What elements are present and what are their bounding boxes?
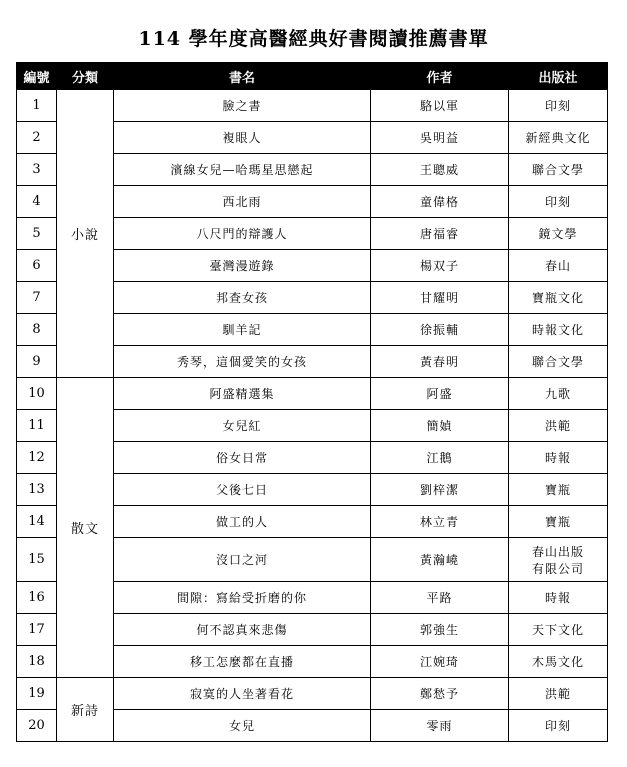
publisher-line: 時報 [544, 591, 571, 605]
book-list-table [16, 62, 608, 742]
book-number: 5 [17, 218, 57, 250]
book-author: 王聰威 [371, 154, 509, 186]
book-author: 童偉格 [371, 186, 509, 218]
publisher-line: 寶瓶 [544, 515, 571, 529]
publisher-line: 春山 [544, 259, 571, 273]
book-publisher [509, 90, 608, 122]
book-publisher [509, 614, 608, 646]
book-title: 西北雨 [114, 186, 371, 218]
book-author: 吳明益 [371, 122, 509, 154]
header-publisher: 出版社 [509, 63, 608, 90]
table-row [17, 90, 608, 122]
book-author: 駱以軍 [371, 90, 509, 122]
publisher-line: 洪範 [544, 687, 571, 701]
book-title: 寂寞的人坐著看花 [114, 678, 371, 710]
book-number: 2 [17, 122, 57, 154]
publisher-line: 聯合文學 [531, 355, 584, 369]
book-number: 11 [17, 410, 57, 442]
book-number: 10 [17, 378, 57, 410]
book-title: 臉之書 [114, 90, 371, 122]
book-publisher [509, 378, 608, 410]
book-number: 8 [17, 314, 57, 346]
book-publisher [509, 122, 608, 154]
book-number: 20 [17, 710, 57, 742]
book-publisher [509, 154, 608, 186]
book-author: 楊双子 [371, 250, 509, 282]
publisher-line: 鏡文學 [538, 227, 578, 241]
category-cell: 小說 [57, 90, 114, 378]
publisher-line: 新經典文化 [525, 131, 591, 145]
publisher-line: 天下文化 [531, 623, 584, 637]
book-publisher [509, 582, 608, 614]
book-publisher [509, 282, 608, 314]
book-title: 阿盛精選集 [114, 378, 371, 410]
table-header-row [17, 63, 608, 90]
book-author: 簡媜 [371, 410, 509, 442]
book-number: 17 [17, 614, 57, 646]
book-title: 俗女日常 [114, 442, 371, 474]
book-number: 3 [17, 154, 57, 186]
publisher-line: 聯合文學 [531, 163, 584, 177]
book-author: 鄭愁予 [371, 678, 509, 710]
book-title: 移工怎麼都在直播 [114, 646, 371, 678]
book-author: 平路 [371, 582, 509, 614]
table-row [17, 378, 608, 410]
book-publisher [509, 346, 608, 378]
book-number: 1 [17, 90, 57, 122]
publisher-line: 印刻 [544, 719, 571, 733]
book-number: 12 [17, 442, 57, 474]
table-row [17, 678, 608, 710]
book-title: 何不認真來悲傷 [114, 614, 371, 646]
publisher-line: 春山出版 [531, 544, 584, 559]
publisher-line: 寶瓶文化 [531, 291, 584, 305]
book-author: 劉梓潔 [371, 474, 509, 506]
book-author: 林立青 [371, 506, 509, 538]
publisher-line: 時報 [544, 451, 571, 465]
book-title: 沒口之河 [114, 538, 371, 582]
book-author: 黃春明 [371, 346, 509, 378]
book-title: 父後七日 [114, 474, 371, 506]
book-publisher [509, 710, 608, 742]
book-title: 八尺門的辯護人 [114, 218, 371, 250]
book-number: 13 [17, 474, 57, 506]
header-number: 編號 [17, 63, 57, 90]
book-title: 間隙：寫給受折磨的你 [114, 582, 371, 614]
book-publisher [509, 186, 608, 218]
book-number: 15 [17, 538, 57, 582]
book-author: 郭強生 [371, 614, 509, 646]
publisher-line: 印刻 [544, 195, 571, 209]
book-number: 14 [17, 506, 57, 538]
book-number: 4 [17, 186, 57, 218]
header-category: 分類 [57, 63, 114, 90]
book-title: 做工的人 [114, 506, 371, 538]
book-author: 甘耀明 [371, 282, 509, 314]
book-publisher [509, 250, 608, 282]
book-number: 18 [17, 646, 57, 678]
category-cell: 新詩 [57, 678, 114, 742]
book-author: 江鵝 [371, 442, 509, 474]
page-title: 114 學年度高醫經典好書閱讀推薦書單 [138, 28, 489, 50]
book-title: 馴羊記 [114, 314, 371, 346]
book-publisher [509, 538, 608, 582]
book-number: 9 [17, 346, 57, 378]
publisher-line: 印刻 [544, 99, 571, 113]
book-title: 女兒紅 [114, 410, 371, 442]
book-number: 16 [17, 582, 57, 614]
book-title: 濱線女兒—哈瑪星思戀起 [114, 154, 371, 186]
header-author: 作者 [371, 63, 509, 90]
header-book-title: 書名 [114, 63, 371, 90]
book-title: 秀琴，這個愛笑的女孩 [114, 346, 371, 378]
book-publisher [509, 218, 608, 250]
book-title: 複眼人 [114, 122, 371, 154]
book-title: 臺灣漫遊錄 [114, 250, 371, 282]
book-number: 6 [17, 250, 57, 282]
book-author: 徐振輔 [371, 314, 509, 346]
publisher-line: 寶瓶 [544, 483, 571, 497]
book-author: 唐福睿 [371, 218, 509, 250]
book-publisher [509, 410, 608, 442]
publisher-line: 木馬文化 [531, 655, 584, 669]
book-publisher [509, 506, 608, 538]
publisher-line: 九歌 [544, 387, 571, 401]
book-title: 邦查女孩 [114, 282, 371, 314]
book-number: 19 [17, 678, 57, 710]
book-title: 女兒 [114, 710, 371, 742]
book-author: 黃瀚嶢 [371, 538, 509, 582]
book-publisher [509, 474, 608, 506]
publisher-line: 洪範 [544, 419, 571, 433]
category-cell: 散文 [57, 378, 114, 678]
book-publisher [509, 678, 608, 710]
book-author: 江婉琦 [371, 646, 509, 678]
book-number: 7 [17, 282, 57, 314]
book-publisher [509, 442, 608, 474]
book-author: 阿盛 [371, 378, 509, 410]
publisher-line: 有限公司 [531, 561, 584, 576]
publisher-line: 時報文化 [531, 323, 584, 337]
book-publisher [509, 314, 608, 346]
book-publisher [509, 646, 608, 678]
book-author: 零雨 [371, 710, 509, 742]
